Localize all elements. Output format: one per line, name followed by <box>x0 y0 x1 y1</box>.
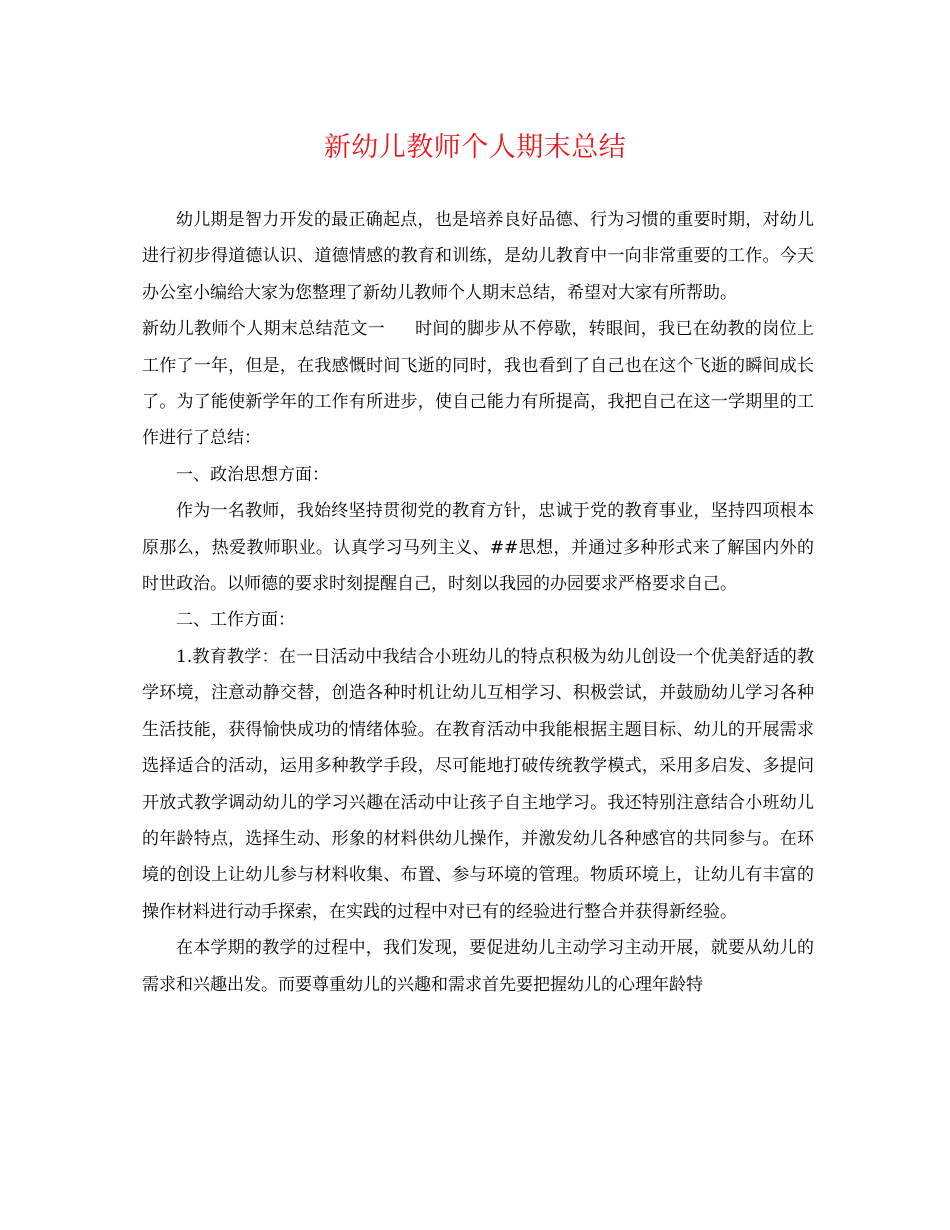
section-text: 时间的脚步从不停歇，转眼间，我已在幼教的岗位上工作了一年，但是，在我感慨时间飞逝的同时，我也看到了自己也在这个飞逝的瞬间成长了。为了能使新学年的工作有所进步，使自己能力有所提高，我把自己在这一学期里的工作进行了总结： <box>142 319 815 449</box>
heading-work: 二、工作方面： <box>176 610 295 631</box>
teaching-paragraph: 1.教育教学：在一日活动中我结合小班幼儿的特点积极为幼儿创设一个优美舒适的教学环境，注意动静交替，创造各种时机让幼儿互相学习、积极尝试，并鼓励幼儿学习各种生活技能，获得愉快成功的情绪体验。在教育活动中我能根据主题目标、幼儿的开展需求选择适合的活动，运用多种教学手段，尽可能地打破传统教学模式，采用多启发、多提问开放式教学调动幼儿的学习兴趣在活动中让孩子自主地学习。我还特别注意结合小班幼儿的年龄特点，选择生动、形象的材料供幼儿操作，并激发幼儿各种感官的共同参与。在环境的创设上让幼儿参与材料收集、布置、参与环境的管理。物质环境上，让幼儿有丰富的操作材料进行动手探索，在实践的过程中对已有的经验进行整合并获得新经验。 <box>142 646 814 922</box>
semester-paragraph: 在本学期的教学的过程中，我们发现，要促进幼儿主动学习主动开展，就要从幼儿的需求和兴趣出发。而要尊重幼儿的兴趣和需求首先要把握幼儿的心理年龄特 <box>142 938 814 995</box>
section-paragraph <box>142 311 814 457</box>
political-paragraph: 作为一名教师，我始终坚持贯彻党的教育方针，忠诚于党的教育事业，坚持四项根本原那么，热爱教师职业。认真学习马列主义、##思想，并通过多种形式来了解国内外的时世政治。以师德的要求时刻提醒自己，时刻以我园的办园要求严格要求自己。 <box>142 501 814 595</box>
heading-political: 一、政治思想方面： <box>176 464 329 485</box>
intro-paragraph: 幼儿期是智力开发的最正确起点，也是培养良好品德、行为习惯的重要时期，对幼儿进行初步得道德认识、道德情感的教育和训练，是幼儿教育中一向非常重要的工作。今天办公室小编给大家为您整理了新幼儿教师个人期末总结，希望对大家有所帮助。 <box>142 210 814 303</box>
document-title: 新幼儿教师个人期末总结 <box>323 132 627 163</box>
document-body <box>142 202 814 1003</box>
section-heading: 新幼儿教师个人期末总结范文一 <box>142 319 386 340</box>
